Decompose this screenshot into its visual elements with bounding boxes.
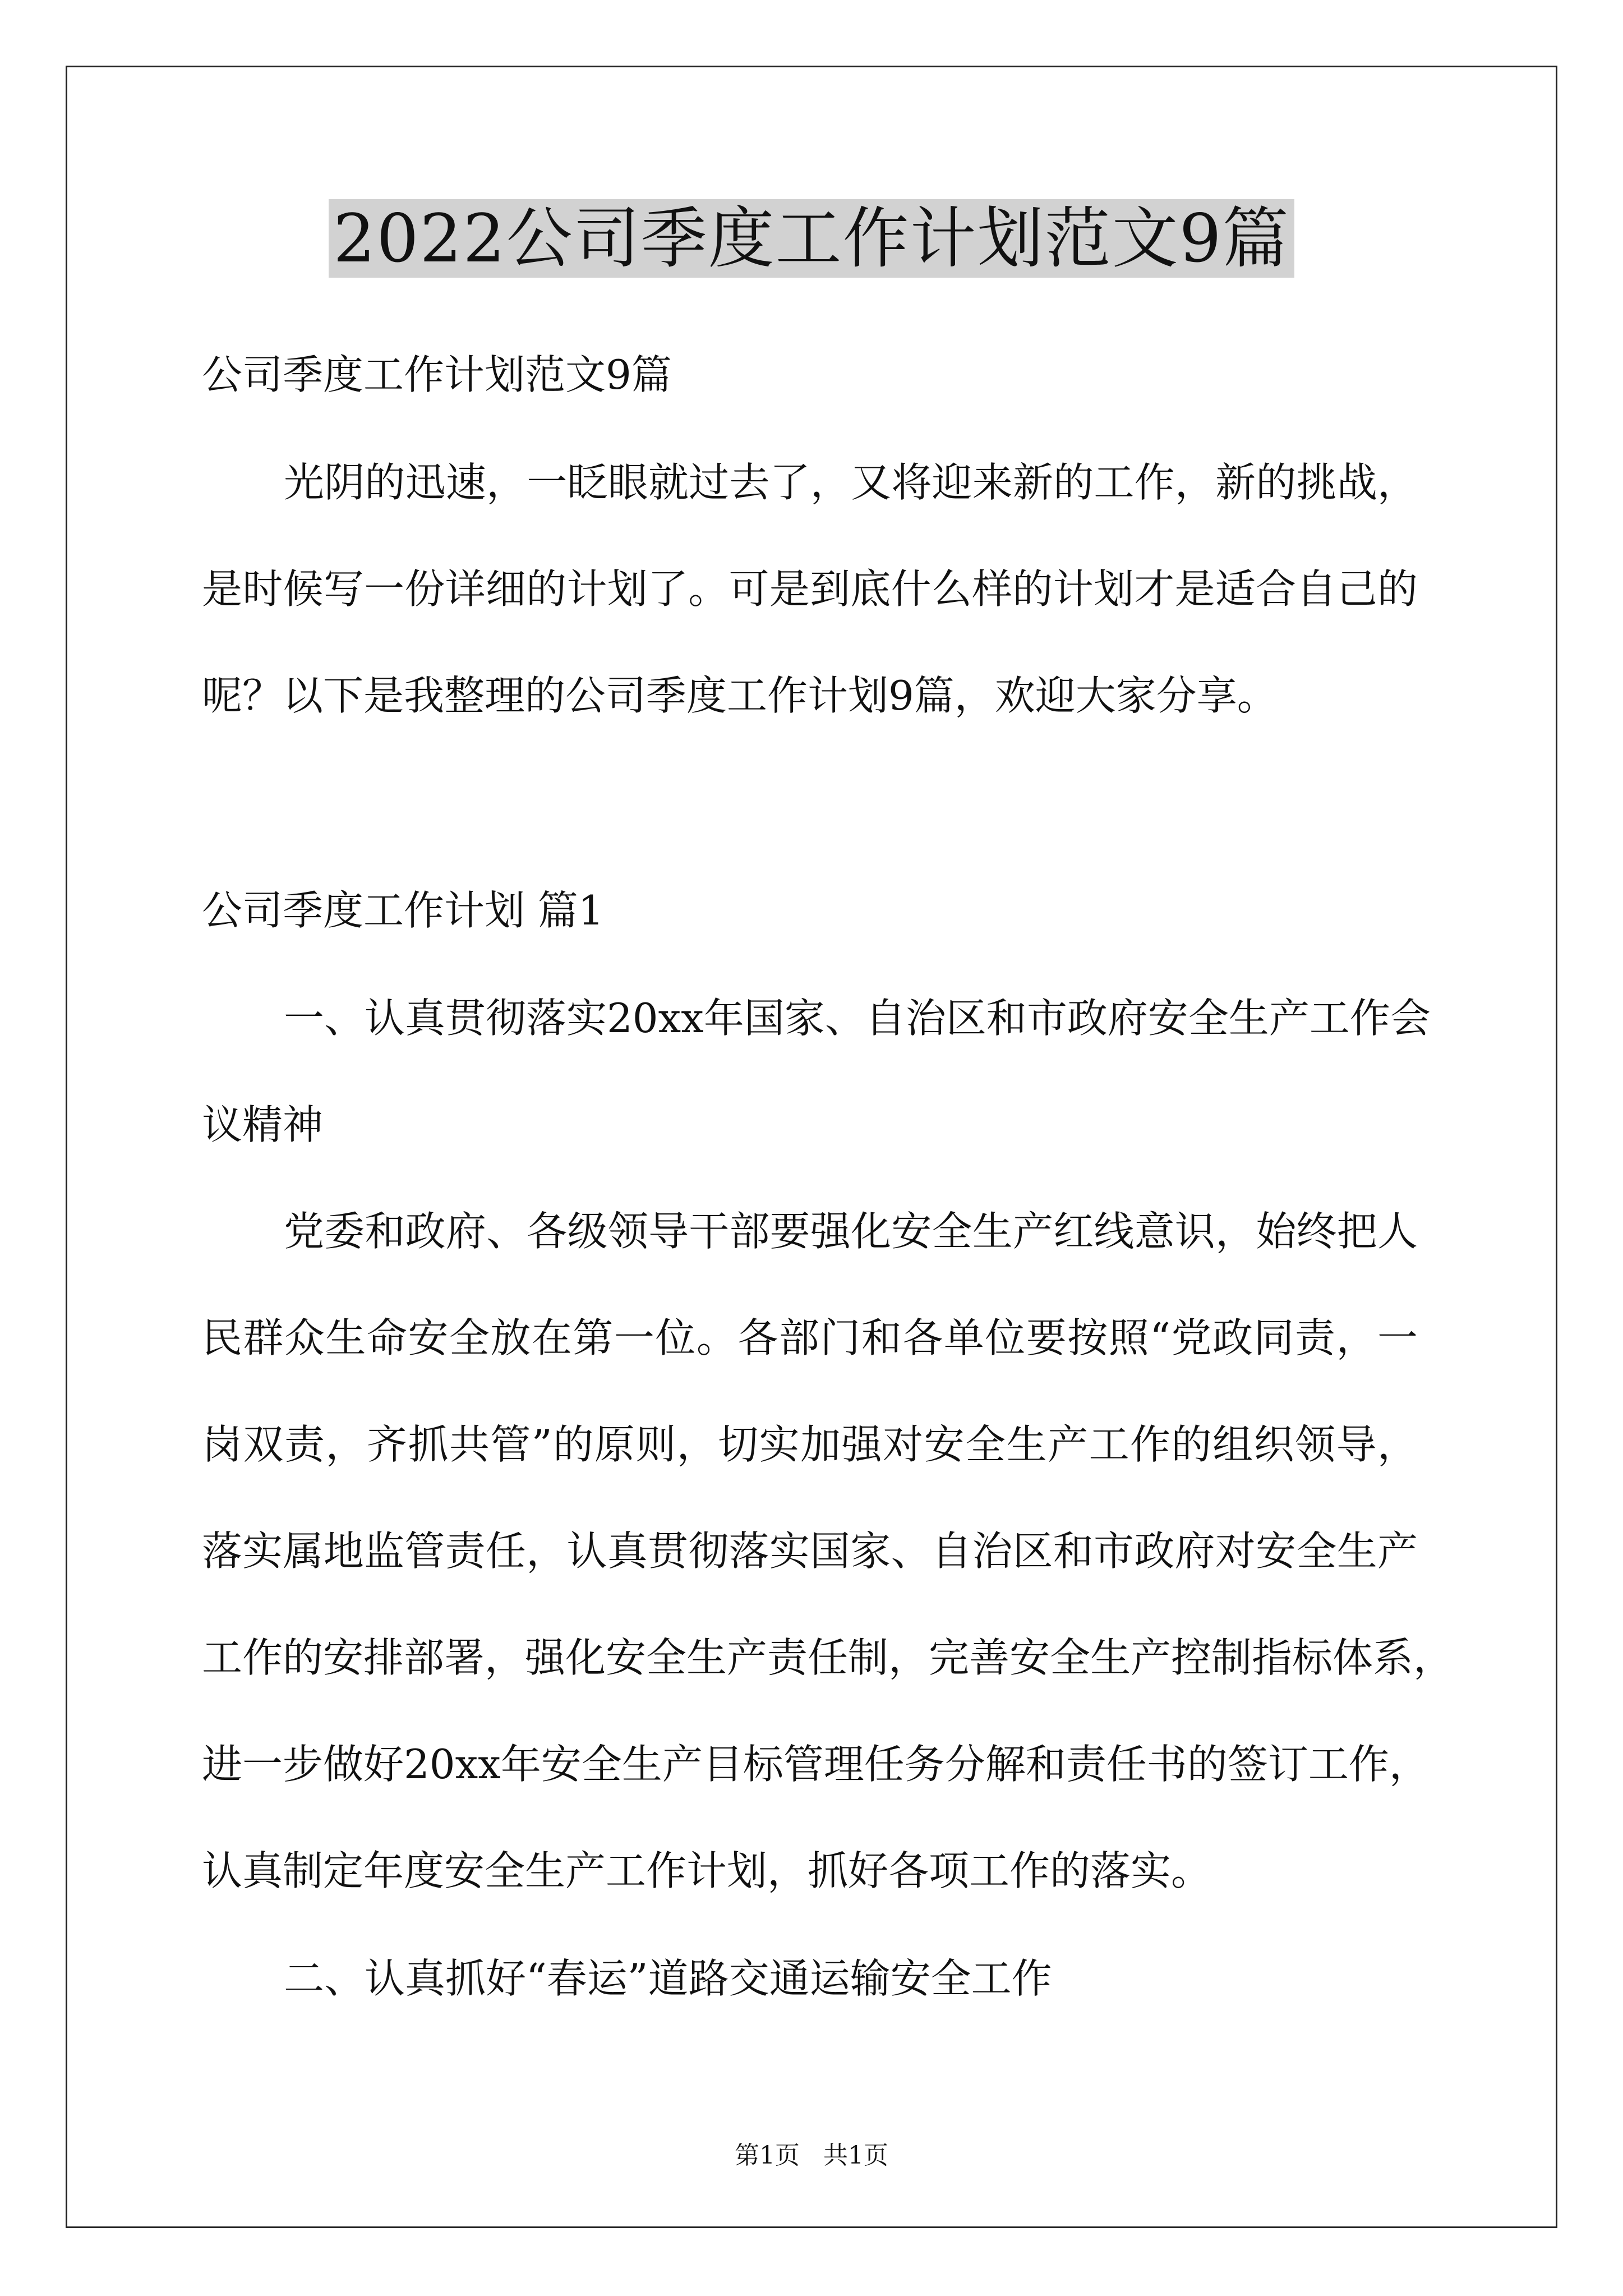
paragraph1-line-7: 认真制定年度安全生产工作计划，抓好各项工作的落实。 (202, 1847, 1212, 1894)
paragraph1-line-5: 工作的安排部署，强化安全生产责任制，完善安全生产控制指标体系， (202, 1634, 1454, 1681)
point1-line-2: 议精神 (202, 1101, 324, 1148)
point1-line-1: 一、认真贯彻落实20xx年国家、自治区和市政府安全生产工作会 (284, 995, 1431, 1042)
intro-line-1: 光阴的迅速，一眨眼就过去了，又将迎来新的工作，新的挑战， (284, 459, 1418, 506)
point2-heading: 二、认真抓好“春运”道路交通运输安全工作 (284, 1955, 1052, 2002)
paragraph1-line-3: 岗双责，齐抓共管”的原则，切实加强对安全生产工作的组织领导， (202, 1421, 1418, 1468)
section-heading: 公司季度工作计划 篇1 (202, 887, 604, 934)
paragraph1-line-6: 进一步做好20xx年安全生产目标管理任务分解和责任书的签订工作， (202, 1741, 1430, 1788)
document-title: 2022公司季度工作计划范文9篇 (329, 199, 1294, 278)
paragraph1-line-2: 民群众生命安全放在第一位。各部门和各单位要按照“党政同责，一 (202, 1314, 1418, 1361)
page-footer: 第1页 共1页 (735, 2141, 888, 2170)
paragraph1-line-1: 党委和政府、各级领导干部要强化安全生产红线意识，始终把人 (284, 1208, 1418, 1255)
intro-line-3: 呢？以下是我整理的公司季度工作计划9篇，欢迎大家分享。 (202, 672, 1278, 719)
document-subtitle: 公司季度工作计划范文9篇 (202, 351, 672, 398)
title-block (0, 199, 1623, 278)
intro-line-2: 是时候写一份详细的计划了。可是到底什么样的计划才是适合自己的 (202, 565, 1418, 613)
paragraph1-line-4: 落实属地监管责任，认真贯彻落实国家、自治区和市政府对安全生产 (202, 1527, 1418, 1575)
